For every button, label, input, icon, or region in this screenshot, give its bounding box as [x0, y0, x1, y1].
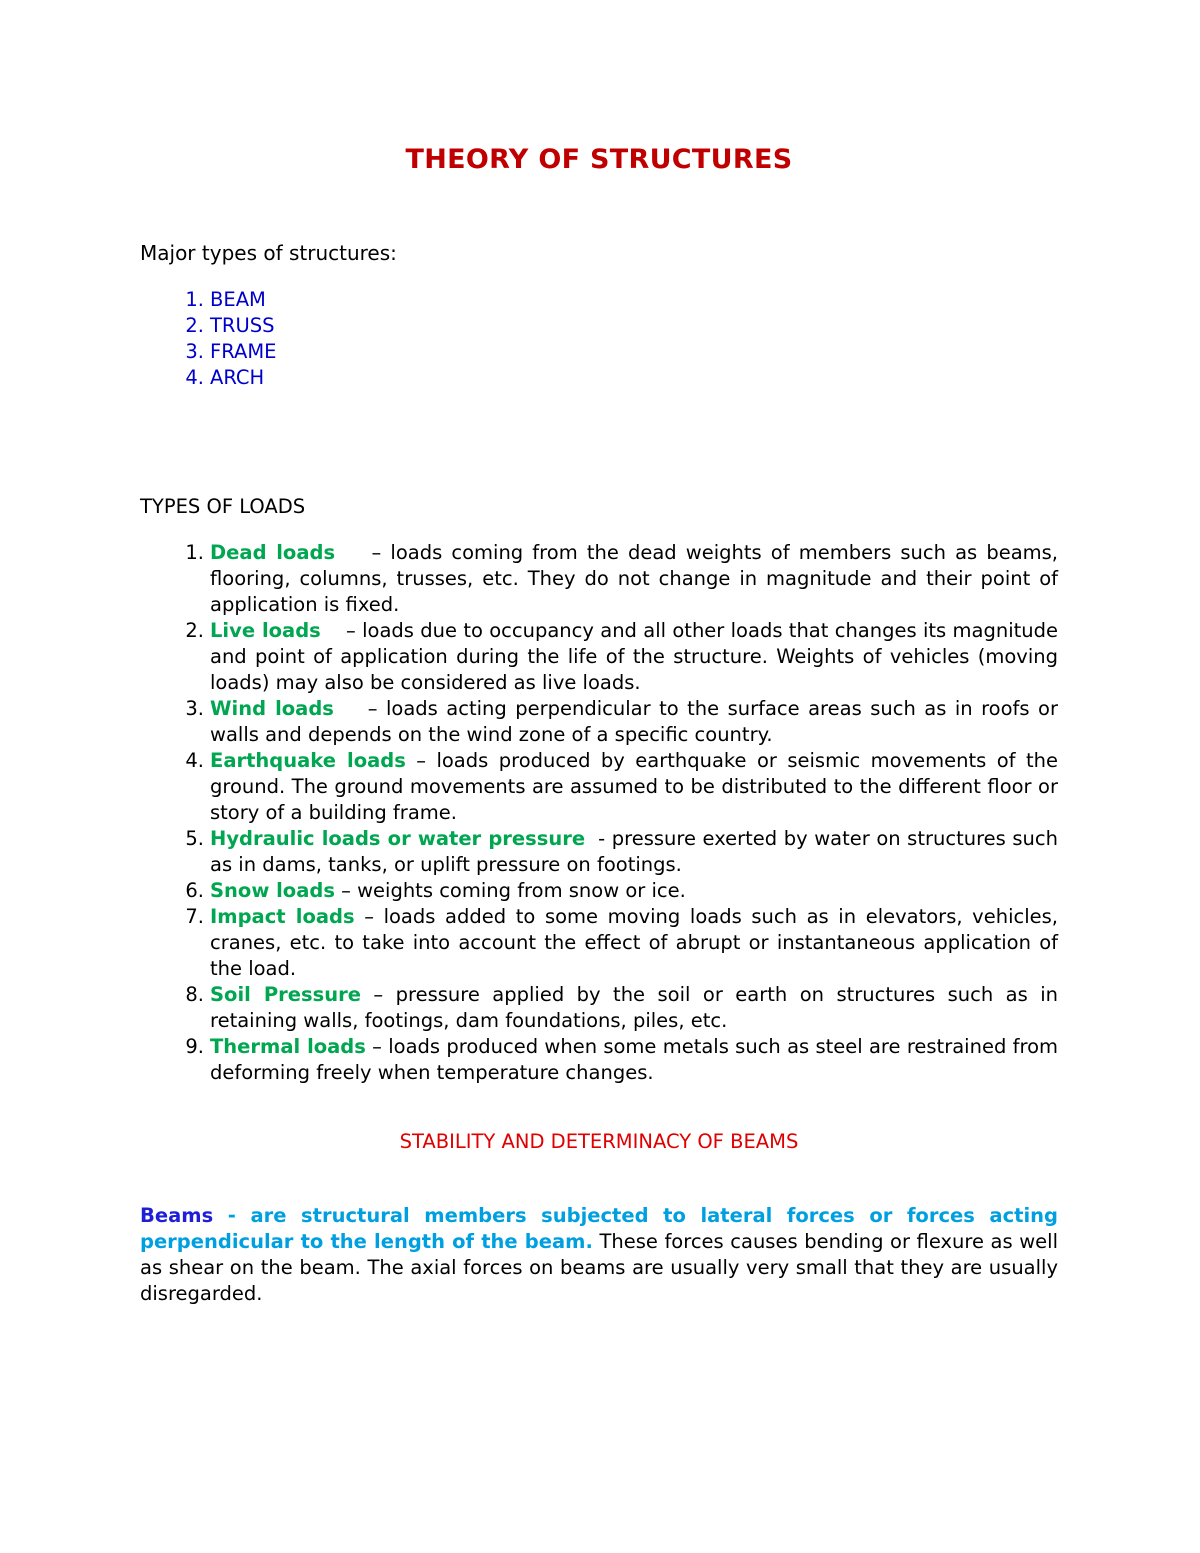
list-number: 4. — [185, 366, 204, 389]
beams-term: Beams — [140, 1204, 214, 1227]
list-number: 2. — [185, 619, 204, 642]
load-description: – pressure applied by the soil or earth on structures such as in retaining walls, footings, dam foundations, piles, etc. — [210, 983, 1058, 1032]
list-number: 3. — [185, 697, 204, 720]
list-item — [140, 748, 1058, 826]
load-text — [210, 826, 1058, 878]
list-item — [140, 540, 1058, 618]
load-description: – loads acting perpendicular to the surface areas such as in roofs or walls and depends on the wind zone of a specific country. — [210, 697, 1058, 746]
load-description: – weights coming from snow or ice. — [334, 879, 686, 902]
list-number: 9. — [185, 1035, 204, 1058]
load-text — [210, 982, 1058, 1034]
stability-heading: STABILITY AND DETERMINACY OF BEAMS — [399, 1130, 799, 1153]
list-item — [140, 878, 1058, 904]
list-item — [140, 618, 1058, 696]
load-term: Live loads — [210, 619, 321, 642]
load-term: Impact loads — [210, 905, 355, 928]
list-number: 2. — [185, 314, 204, 337]
list-item — [140, 1034, 1058, 1086]
load-text — [210, 696, 1058, 748]
load-term: Snow loads — [210, 879, 335, 902]
structures-intro: Major types of structures: — [140, 241, 397, 265]
load-term: Hydraulic loads or water pressure — [210, 827, 586, 850]
loads-list — [140, 540, 1058, 1086]
document-page — [140, 140, 1058, 1327]
load-description: – loads produced when some metals such as steel are restrained from deforming freely when temperature changes. — [210, 1035, 1058, 1084]
list-item — [140, 313, 1058, 339]
load-text — [210, 748, 1058, 826]
load-term: Soil Pressure — [210, 983, 361, 1006]
list-item — [140, 287, 1058, 313]
load-text — [210, 540, 1058, 618]
load-description: – loads due to occupancy and all other loads that changes its magnitude and point of application during the life of the structure. Weights of vehicles (moving loads) may also be considered as live loads. — [210, 619, 1058, 694]
list-number: 3. — [185, 340, 204, 363]
list-number: 6. — [185, 879, 204, 902]
load-term: Thermal loads — [210, 1035, 366, 1058]
structure-label: BEAM — [210, 288, 266, 311]
list-number: 4. — [185, 749, 204, 772]
list-number: 1. — [185, 288, 204, 311]
load-term: Wind loads — [210, 697, 334, 720]
list-item — [140, 365, 1058, 391]
list-number: 1. — [185, 541, 204, 564]
load-text — [210, 904, 1058, 982]
load-term: Dead loads — [210, 541, 336, 564]
list-item — [140, 982, 1058, 1034]
beams-definition: - are structural members subjected to lateral forces or forces acting perpendicular to the length of the beam. — [140, 1204, 1058, 1253]
list-item — [140, 826, 1058, 878]
list-number: 7. — [185, 905, 204, 928]
structures-list — [140, 287, 1058, 391]
list-item — [140, 339, 1058, 365]
load-text — [210, 878, 1058, 904]
load-description: – loads coming from the dead weights of members such as beams, flooring, columns, trusses, etc. They do not change in magnitude and their point of application is fixed. — [210, 541, 1059, 616]
list-item — [140, 904, 1058, 982]
load-term: Earthquake loads — [210, 749, 406, 772]
structure-label: TRUSS — [210, 314, 275, 337]
load-description: – loads added to some moving loads such as in elevators, vehicles, cranes, etc. to take into account the effect of abrupt or instantaneous application of the load. — [210, 905, 1058, 980]
beams-description: These forces causes bending or flexure as well as shear on the beam. The axial forces on beams are usually very small that they are usually disregarded. — [140, 1230, 1059, 1305]
list-number: 8. — [185, 983, 204, 1006]
load-text — [210, 1034, 1058, 1086]
load-description: – loads produced by earthquake or seismic movements of the ground. The ground movements are assumed to be distributed to the different floor or story of a building frame. — [210, 749, 1058, 824]
structure-label: ARCH — [210, 366, 265, 389]
loads-heading: TYPES OF LOADS — [140, 495, 306, 518]
beams-paragraph — [140, 1203, 1058, 1307]
document-title: THEORY OF STRUCTURES — [405, 144, 793, 175]
load-description: - pressure exerted by water on structures such as in dams, tanks, or uplift pressure on footings. — [210, 827, 1058, 876]
list-number: 5. — [185, 827, 204, 850]
structure-label: FRAME — [210, 340, 277, 363]
load-text — [210, 618, 1058, 696]
list-item — [140, 696, 1058, 748]
